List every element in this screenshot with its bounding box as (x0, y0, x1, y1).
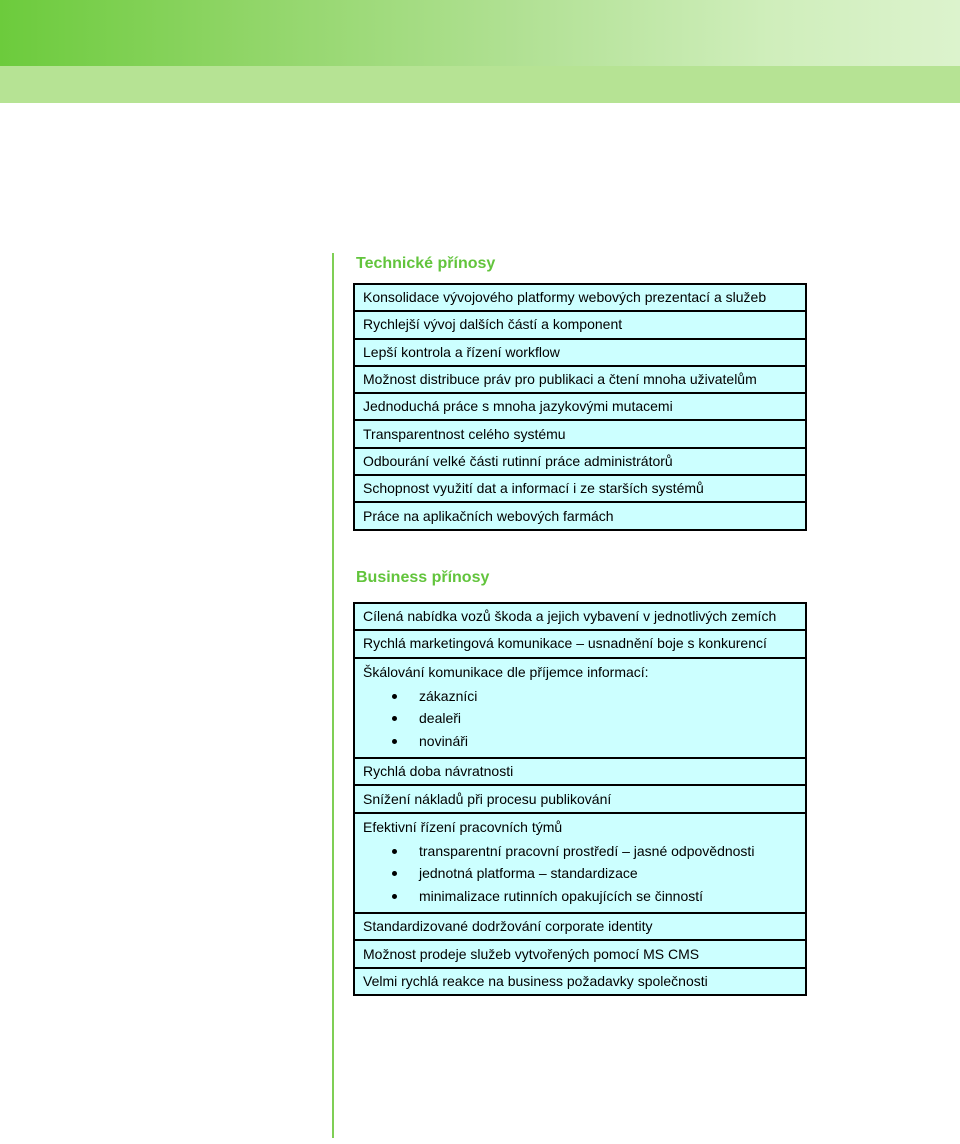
technical-benefits-table (353, 283, 807, 531)
table-cell: Lepší kontrola a řízení workflow (354, 339, 806, 366)
table-row (354, 393, 806, 420)
table-cell: Cílená nabídka vozů škoda a jejich vybavení v jednotlivých zemích (354, 603, 806, 630)
header-gradient-band (0, 0, 960, 66)
table-cell-with-list (354, 658, 806, 759)
table-row (354, 366, 806, 393)
table-cell: Odbourání velké části rutinní práce administrátorů (354, 448, 806, 475)
table-cell: Snížení nákladů při procesu publikování (354, 785, 806, 812)
table-cell: Práce na aplikačních webových farmách (354, 502, 806, 529)
table-row (354, 658, 806, 759)
table-cell: Možnost prodeje služeb vytvořených pomocí MS CMS (354, 940, 806, 967)
business-benefits-table (353, 602, 807, 996)
bullet-item: novináři (363, 730, 797, 753)
bullet-list (363, 685, 797, 753)
table-row (354, 339, 806, 366)
bullet-item: zákazníci (363, 685, 797, 708)
table-row (354, 630, 806, 657)
business-benefits-heading: Business přínosy (356, 569, 490, 586)
vertical-divider-line (332, 253, 334, 1138)
bullet-item: dealeři (363, 707, 797, 730)
table-cell: Možnost distribuce práv pro publikaci a čtení mnoha uživatelům (354, 366, 806, 393)
table-row (354, 968, 806, 995)
table-row (354, 785, 806, 812)
bullet-list (363, 840, 797, 908)
table-cell: Schopnost využití dat a informací i ze starších systémů (354, 475, 806, 502)
bullet-item: jednotná platforma – standardizace (363, 862, 797, 885)
table-cell: Velmi rychlá reakce na business požadavky společnosti (354, 968, 806, 995)
table-row (354, 940, 806, 967)
table-cell: Rychlá doba návratnosti (354, 758, 806, 785)
table-row (354, 813, 806, 914)
table-cell: Rychlá marketingová komunikace – usnadnění boje s konkurencí (354, 630, 806, 657)
table-cell: Jednoduchá práce s mnoha jazykovými mutacemi (354, 393, 806, 420)
table-row (354, 913, 806, 940)
table-cell: Transparentnost celého systému (354, 420, 806, 447)
table-row (354, 311, 806, 338)
cell-text: Efektivní řízení pracovních týmů (363, 818, 563, 835)
table-cell-with-list (354, 813, 806, 914)
table-row (354, 502, 806, 529)
cell-text: Škálování komunikace dle příjemce informací: (363, 663, 649, 680)
table-cell: Konsolidace vývojového platformy webových prezentací a služeb (354, 284, 806, 311)
table-row (354, 448, 806, 475)
table-row (354, 420, 806, 447)
table-row (354, 758, 806, 785)
header-sub-band (0, 66, 960, 103)
table-row (354, 603, 806, 630)
bullet-item: minimalizace rutinních opakujících se činností (363, 885, 797, 908)
technical-benefits-heading: Technické přínosy (356, 255, 496, 272)
table-cell: Rychlejší vývoj dalších částí a komponent (354, 311, 806, 338)
table-row (354, 284, 806, 311)
bullet-item: transparentní pracovní prostředí – jasné odpovědnosti (363, 840, 797, 863)
table-row (354, 475, 806, 502)
table-cell: Standardizované dodržování corporate identity (354, 913, 806, 940)
